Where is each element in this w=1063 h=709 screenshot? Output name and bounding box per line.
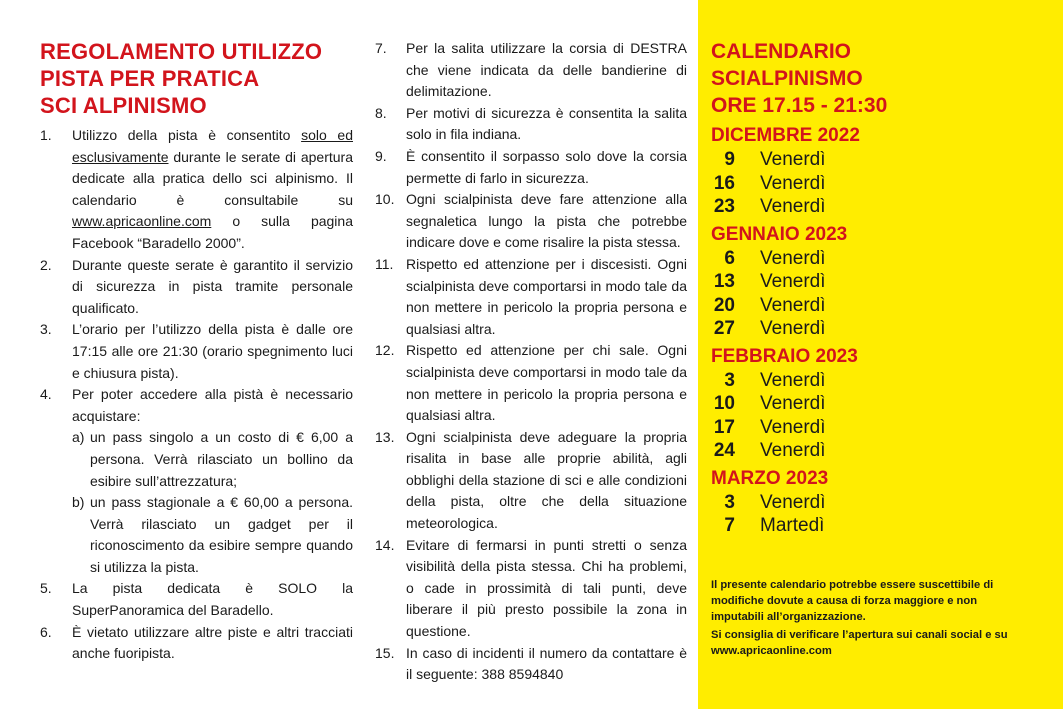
date-number: 17 — [713, 416, 735, 438]
month-heading: DICEMBRE 2022 — [711, 125, 860, 146]
weekday: Venerdì — [760, 294, 826, 316]
date-number: 13 — [713, 271, 735, 292]
date-number: 10 — [713, 393, 735, 414]
calendar-title-line: SCIALPINISMO — [711, 67, 863, 90]
rules-title-line: REGOLAMENTO UTILIZZO — [40, 39, 323, 64]
date-row — [711, 317, 1041, 341]
rule-text: Utilizzo della pista è consentito — [72, 127, 302, 143]
date-row — [711, 195, 1041, 219]
rule-text: Ogni scialpinista deve adeguare la propria risalita in base alle proprie abilità, agli obblighi della stazione di sci e alle condizioni della pista, oltre che della situazione meteorologica. — [406, 428, 687, 532]
date-row — [711, 148, 1041, 172]
rules-title — [40, 38, 353, 119]
rule-text: Per la salita utilizzare la corsia di DESTRA che viene indicata da delle bandierine di delimitazione. — [406, 40, 687, 100]
website-link[interactable]: www.apricaonline.com — [72, 213, 212, 230]
rule-text: Rispetto ed attenzione per chi sale. Ogni scialpinista deve comportarsi in modo tale da non mettere in pericolo la propria persona e qualsiasi altra. — [406, 342, 687, 424]
weekday: Venerdì — [760, 247, 826, 269]
rule-subitem — [72, 492, 353, 578]
rule-text: È consentito il sorpasso solo dove la corsia permette di farlo in sicurezza. — [406, 147, 687, 186]
subitem-text: un pass stagionale a € 60,00 a persona. Verrà rilasciato un gadget per il riconoscimento da esibire sempre quando si utilizza la pista. — [90, 494, 353, 575]
calendar-panel — [698, 0, 1063, 709]
rule-item — [40, 255, 353, 320]
calendar-title — [711, 38, 887, 119]
date-row — [711, 294, 1041, 318]
verification-note: Si consiglia di verificare l’apertura sui canali social e su www.apricaonline.com — [711, 629, 1008, 657]
rule-text: In caso di incidenti il numero da contattare è il seguente: 388 8594840 — [406, 644, 687, 683]
weekday: Martedì — [760, 515, 825, 536]
rule-text: L’orario per l’utilizzo della pista è dalle ore 17:15 alle ore 21:30 (orario spegnimento luci e chiusura pista). — [72, 321, 353, 381]
rule-item — [375, 146, 687, 189]
rule-text: Rispetto ed attenzione per i discesisti. Ogni scialpinista deve comportarsi in modo tale da non mettere in pericolo la propria persona e qualsiasi altra. — [406, 255, 687, 337]
rule-number: 1. — [40, 127, 52, 143]
date-row — [711, 439, 1041, 463]
rule-number: 9. — [375, 147, 387, 164]
rules-column-left — [40, 38, 353, 665]
rule-item — [40, 384, 353, 578]
rule-subitem — [72, 427, 353, 492]
rule-text: Per poter accedere alla pistà è necessario acquistare: — [72, 386, 353, 424]
rule-text: o sulla pagina Facebook “Baradello 2000”. — [72, 213, 353, 251]
rule-text: Durante queste serate è garantito il servizio di sicurezza in pista tramite personale qualificato. — [72, 256, 353, 316]
rule-item — [375, 340, 687, 426]
disclaimer-note: Il presente calendario potrebbe essere suscettibile di modifiche dovute a causa di forza maggiore e non imputabili all’organizzazione. — [711, 579, 994, 623]
rule-item — [40, 319, 353, 384]
rule-number: 8. — [375, 104, 387, 121]
rule-number: 7. — [375, 40, 387, 56]
date-number: 23 — [713, 196, 735, 217]
weekday: Venerdì — [760, 196, 826, 217]
rules-column-middle — [375, 38, 687, 686]
calendar-title-line: ORE 17.15 - 21:30 — [711, 94, 888, 117]
date-row — [711, 369, 1041, 393]
rule-number: 15. — [375, 644, 395, 661]
month-heading: GENNAIO 2023 — [711, 223, 848, 245]
weekday: Venerdì — [760, 172, 826, 194]
rule-number: 12. — [375, 342, 395, 359]
date-number: 3 — [724, 491, 735, 513]
weekday: Venerdì — [760, 393, 826, 414]
date-row — [711, 392, 1041, 416]
rule-item — [375, 643, 687, 686]
date-row — [711, 416, 1041, 440]
date-row — [711, 491, 1041, 515]
subitem-label: b) — [72, 494, 85, 511]
rule-number: 5. — [40, 580, 52, 597]
rule-text: È vietato utilizzare altre piste e altri tracciati anche fuoripista. — [72, 623, 353, 662]
rule-item — [375, 103, 687, 146]
date-number: 16 — [713, 172, 735, 194]
date-number: 7 — [724, 515, 735, 536]
weekday: Venerdì — [760, 318, 826, 339]
month-heading: MARZO 2023 — [711, 467, 829, 489]
rules-list — [375, 38, 687, 686]
subitem-text: un pass singolo a un costo di € 6,00 a persona. Verrà rilasciato un bollino da esibire sull’attrezzatura; — [90, 429, 353, 489]
rules-title-line: SCI ALPINISMO — [40, 93, 207, 118]
rule-number: 4. — [40, 386, 52, 403]
rule-number: 3. — [40, 321, 52, 338]
rule-number: 10. — [375, 191, 395, 208]
month-heading: FEBBRAIO 2023 — [711, 345, 858, 367]
date-row — [711, 247, 1041, 271]
rule-text-underlined: solo ed esclusivamente — [72, 127, 353, 165]
calendar-title-line: CALENDARIO — [711, 40, 851, 63]
weekday: Venerdì — [760, 491, 826, 513]
calendar-notes — [711, 577, 1029, 661]
date-row — [711, 270, 1041, 294]
date-number: 6 — [724, 247, 735, 269]
subitem-label: a) — [72, 429, 85, 446]
rule-number: 11. — [375, 255, 394, 272]
rule-text: Evitare di fermarsi in punti stretti o senza visibilità della pista stessa. Chi ha problemi, o cade in prossimità di tali punti, deve liberare il più presto possibile la zona in questione. — [406, 536, 687, 640]
rule-item — [40, 125, 353, 255]
rule-item — [375, 254, 687, 340]
rule-number: 14. — [375, 536, 395, 553]
rule-item — [40, 578, 353, 621]
rule-item — [375, 535, 687, 643]
rule-number: 2. — [40, 256, 52, 273]
weekday: Venerdì — [760, 440, 826, 461]
rule-item — [375, 189, 687, 254]
rule-item — [40, 622, 353, 665]
weekday: Venerdì — [760, 149, 826, 170]
rules-title-line: PISTA PER PRATICA — [40, 66, 260, 91]
date-number: 9 — [724, 149, 735, 170]
rule-number: 6. — [40, 623, 52, 640]
rule-item — [375, 38, 687, 103]
rule-item — [375, 427, 687, 535]
rule-text: durante le serate di apertura dedicate alla pratica dello sci alpinismo. Il calendario è consultabile su — [72, 148, 353, 208]
weekday: Venerdì — [760, 271, 826, 292]
date-number: 24 — [713, 440, 735, 461]
calendar-months — [711, 124, 1041, 538]
date-number: 20 — [713, 294, 735, 316]
date-row — [711, 514, 1041, 538]
weekday: Venerdì — [760, 416, 826, 438]
rule-text: Per motivi di sicurezza è consentita la salita solo in fila indiana. — [406, 104, 687, 143]
rule-text: La pista dedicata è SOLO la SuperPanoramica del Baradello. — [72, 580, 353, 619]
date-row — [711, 172, 1041, 196]
rules-list — [40, 125, 353, 665]
date-number: 27 — [713, 318, 735, 339]
rule-number: 13. — [375, 428, 395, 445]
date-number: 3 — [724, 369, 735, 391]
weekday: Venerdì — [760, 369, 826, 391]
rule-text: Ogni scialpinista deve fare attenzione alla segnaletica lungo la pista che potrebbe indicare dove e come risalire la pista stessa. — [406, 191, 687, 251]
